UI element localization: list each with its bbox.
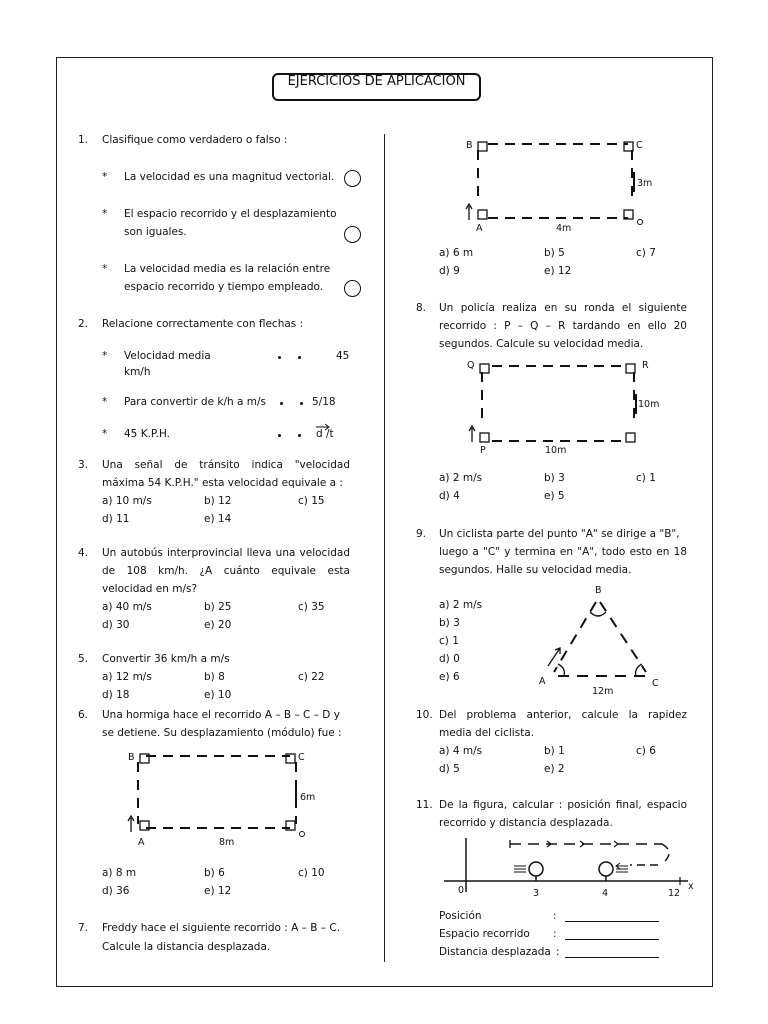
q5-option-a: a) 12 m/s [102,671,152,683]
q8-label-bottom: 10m [545,445,567,456]
q2-left-2: Para convertir de k/h a m/s [124,396,266,408]
q1-text: Clasifique como verdadero o falso : [102,134,288,146]
q5-text: Convertir 36 km/h a m/s [102,653,230,665]
q9-line2: luego a "C" y termina en "A", todo esto en 18 [439,546,687,558]
q2-number: 2. [78,318,89,330]
match-dot[interactable] [280,402,283,405]
q4-option-c: c) 35 [298,601,325,613]
q6-label-bottom: 8m [219,837,235,848]
q8-option-b: b) 3 [544,472,565,484]
q7-label-side: 3m [637,178,653,189]
q7-label-c: C [636,140,643,151]
q10-number: 10. [416,709,433,721]
q7-option-b: b) 5 [544,247,565,259]
q9-line3: segundos. Halle su velocidad media. [439,564,632,576]
q10-option-b: b) 1 [544,745,565,757]
q4-option-b: b) 25 [204,601,232,613]
q7-line2: Calcule la distancia desplazada. [102,941,271,953]
q8-label-side: 10m [638,399,660,410]
q4-option-d: d) 30 [102,619,130,631]
q3-option-d: d) 11 [102,513,130,525]
q4-line3: velocidad en m/s? [102,583,198,595]
q10-option-e: e) 2 [544,763,565,775]
q5-option-e: e) 10 [204,689,232,701]
q4-line2: de 108 km/h. ¿A cuánto equivale esta [102,565,350,577]
match-dot[interactable] [298,434,301,437]
q9-option-c: c) 1 [439,635,459,647]
q11-axis-x: x [688,881,694,892]
q6-label-b: B [128,752,135,763]
q6-number: 6. [78,709,89,721]
q11-field-1-label: Posición [439,910,482,922]
match-dot[interactable] [298,356,301,359]
q7-label-b: B [466,140,473,151]
q11-field-2-label: Espacio recorrido [439,928,530,940]
q6-line1: Una hormiga hace el recorrido A – B – C – D y [102,709,340,721]
q8-label-p: P [480,445,486,456]
q6-option-c: c) 10 [298,867,325,879]
q9-label-a: A [539,676,546,687]
q2-right-1: 45 [336,350,350,362]
q10-option-c: c) 6 [636,745,656,757]
q7-number: 7. [78,922,89,934]
q1-number: 1. [78,134,89,146]
q6-option-e: e) 12 [204,885,232,897]
q11-field-3-colon: : [556,946,560,958]
q3-option-c: c) 15 [298,495,325,507]
answer-circle[interactable] [344,226,361,243]
q11-axis-4: 4 [602,888,609,899]
q3-option-b: b) 12 [204,495,232,507]
q9-label-c: C [652,678,659,689]
q4-option-e: e) 20 [204,619,232,631]
q1-bullet-2: * [102,208,108,220]
q6-label-a: A [138,837,145,848]
q4-number: 4. [78,547,89,559]
q7-label-a: A [476,223,483,234]
q11-field-1-colon: : [553,910,557,922]
q9-option-a: a) 2 m/s [439,599,483,611]
q11-answer-displacement[interactable] [565,957,659,958]
q4-line1: Un autobús interprovincial lleva una velocidad [102,547,350,559]
q3-option-e: e) 14 [204,513,232,525]
match-dot[interactable] [278,356,281,359]
q11-number: 11. [416,799,433,811]
q7-option-a: a) 6 m [439,247,474,259]
q7-option-d: d) 9 [439,265,460,277]
q2-left-1: Velocidad media [124,350,211,362]
q7-option-e: e) 12 [544,265,572,277]
q1-bullet-3: * [102,263,108,275]
answer-circle[interactable] [344,280,361,297]
match-dot[interactable] [278,434,281,437]
q9-option-e: e) 6 [439,671,460,683]
q11-field-3-label: Distancia desplazada [439,946,551,958]
q8-line3: segundos. Calcule su velocidad media. [439,338,644,350]
q8-option-c: c) 1 [636,472,656,484]
q9-option-d: d) 0 [439,653,460,665]
q5-option-b: b) 8 [204,671,225,683]
column-divider [384,134,385,962]
q6-rectangle-diagram [120,748,320,848]
q8-label-q: Q [467,360,475,371]
answer-circle[interactable] [344,170,361,187]
q1-item-2-line2: son iguales. [124,226,187,238]
q11-answer-distance[interactable] [565,939,659,940]
q8-number: 8. [416,302,427,314]
q7-label-bottom: 4m [556,223,572,234]
q3-line1: Una señal de tránsito indica "velocidad [102,459,350,471]
q8-rectangle-diagram [468,358,648,450]
q7-line1: Freddy hace el siguiente recorrido : A – B – C. [102,922,341,934]
q3-number: 3. [78,459,89,471]
q8-label-r: R [642,360,649,371]
q9-number: 9. [416,528,427,540]
q11-line2: recorrido y distancia desplazada. [439,817,613,829]
q9-label-b: B [595,585,602,596]
q6-option-b: b) 6 [204,867,225,879]
q1-item-2-line1: El espacio recorrido y el desplazamiento [124,208,337,220]
q11-axis-3: 3 [533,888,540,899]
q8-line2: recorrido : P – Q – R tardando en ello 20 [439,320,687,332]
q8-line1: Un policía realiza en su ronda el siguiente [439,302,687,314]
q2-text: Relacione correctamente con flechas : [102,318,304,330]
q6-label-side: 6m [300,792,316,803]
q11-axis-12: 12 [668,888,681,899]
q3-option-a: a) 10 m/s [102,495,152,507]
q11-number-line-diagram [440,834,700,900]
q5-number: 5. [78,653,89,665]
q11-answer-position[interactable] [565,921,659,922]
q10-line1: Del problema anterior, calcule la rapidez [439,709,687,721]
q9-triangle-diagram [538,590,668,690]
q9-line1: Un ciclista parte del punto "A" se dirige a "B", [439,528,680,540]
q7-option-c: c) 7 [636,247,656,259]
q8-option-a: a) 2 m/s [439,472,483,484]
page-title: EJERCICIOS DE APLICACIÓN [272,73,481,101]
q2-left-3: 45 K.P.H. [124,428,171,440]
q9-option-b: b) 3 [439,617,460,629]
q10-line2: media del ciclista. [439,727,535,739]
q5-option-d: d) 18 [102,689,130,701]
q5-option-c: c) 22 [298,671,325,683]
q3-line2: máxima 54 K.P.H." esta velocidad equivale a : [102,477,343,489]
q10-option-d: d) 5 [439,763,460,775]
q6-label-c: C [298,752,305,763]
q2-bullet-2: * [102,396,108,408]
q2-left-1-unit: km/h [124,366,151,378]
q1-bullet-1: * [102,171,108,183]
q2-bullet-1: * [102,350,108,362]
q1-item-3-line1: La velocidad media es la relación entre [124,263,331,275]
q6-line2: se detiene. Su desplazamiento (módulo) fue : [102,727,342,739]
q11-field-2-colon: : [553,928,557,940]
q11-axis-0: 0 [458,885,465,896]
q10-option-a: a) 4 m/s [439,745,483,757]
q2-right-2: 5/18 [312,396,336,408]
q8-option-e: e) 5 [544,490,565,502]
q2-bullet-3: * [102,428,108,440]
q1-item-1: La velocidad es una magnitud vectorial. [124,171,335,183]
q7-rectangle-diagram [462,138,652,228]
q2-right-3: d /t [316,428,334,440]
q8-option-d: d) 4 [439,490,460,502]
q11-line1: De la figura, calcular : posición final, espacio [439,799,687,811]
q9-label-side: 12m [592,686,614,697]
q1-item-3-line2: espacio recorrido y tiempo empleado. [124,281,324,293]
match-dot[interactable] [300,402,303,405]
q4-option-a: a) 40 m/s [102,601,152,613]
q6-option-a: a) 8 m [102,867,137,879]
q6-option-d: d) 36 [102,885,130,897]
